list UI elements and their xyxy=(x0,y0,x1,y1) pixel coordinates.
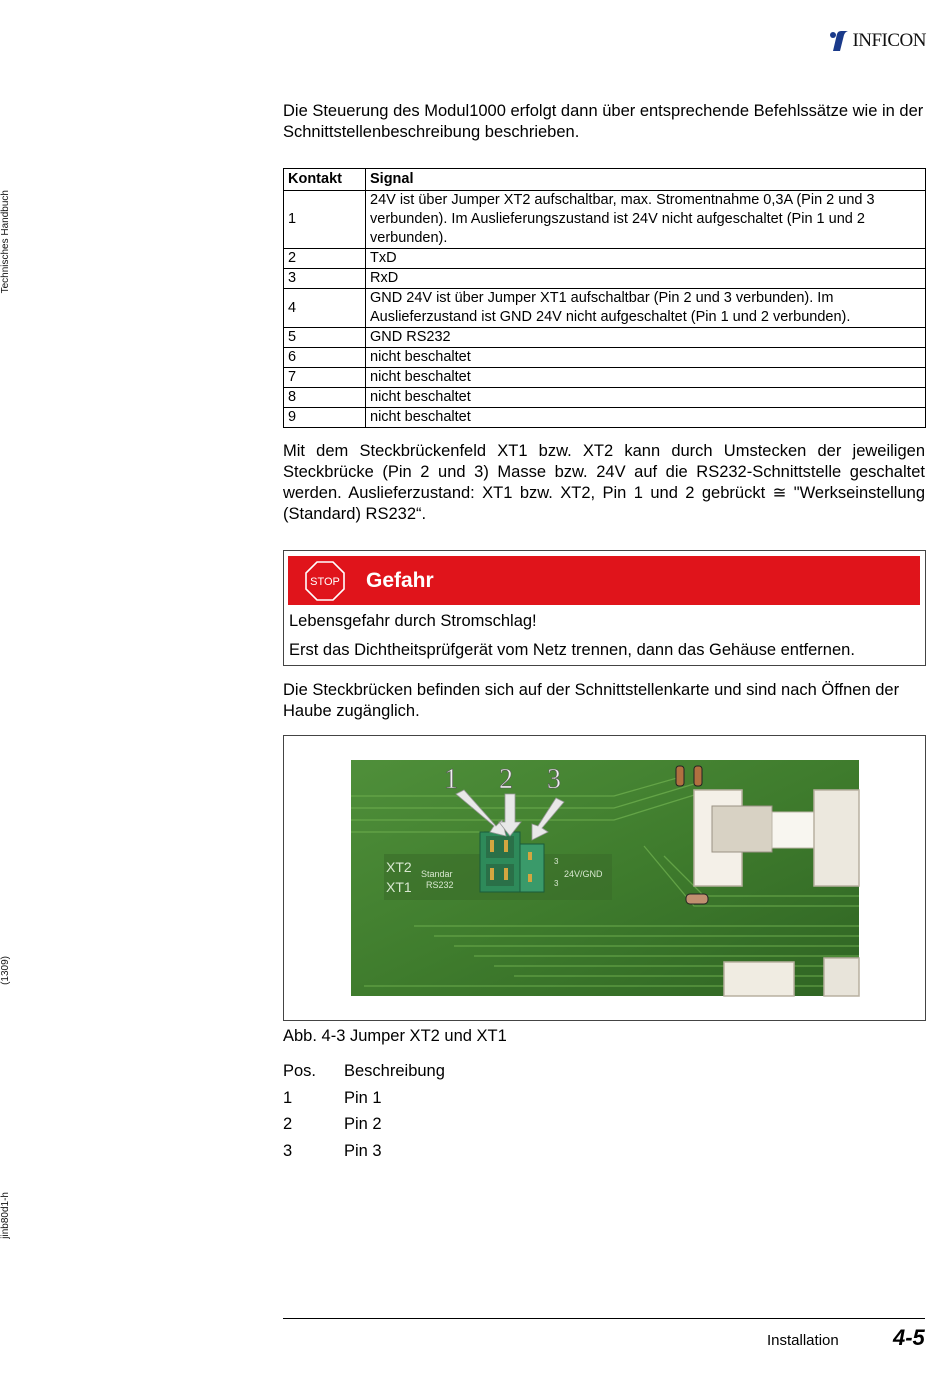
board-label-xt2: XT2 xyxy=(386,859,412,875)
table-cell-kontakt: 1 xyxy=(284,191,366,249)
table-row xyxy=(284,269,926,289)
inficon-logo-mark-icon xyxy=(828,30,850,52)
table-cell-signal: nicht beschaltet xyxy=(366,348,926,368)
circuit-board-photo xyxy=(284,736,925,1020)
margin-manual-label: Technisches Handbuch xyxy=(0,190,11,294)
table-row xyxy=(284,328,926,348)
board-label-xt1: XT1 xyxy=(386,879,412,895)
table-row xyxy=(284,249,926,269)
table-cell-signal: RxD xyxy=(366,269,926,289)
list-item xyxy=(283,1089,445,1116)
table-row xyxy=(284,368,926,388)
table-cell-signal: GND 24V ist über Jumper XT1 aufschaltbar (Pin 2 und 3 verbunden). Im Auslieferzustand ist GND 24V nicht aufgeschaltet (Pin 1 und 2 verbunden). xyxy=(366,289,926,328)
legend-pos: 2 xyxy=(283,1115,293,1133)
board-label-pin3-top: 3 xyxy=(554,857,559,866)
board-label-standard: Standar xyxy=(421,869,453,879)
inficon-logo xyxy=(828,30,926,52)
table-cell-signal: 24V ist über Jumper XT2 aufschaltbar, max. Stromentnahme 0,3A (Pin 2 und 3 verbunden). Im Auslieferungszustand ist 24V nicht aufgeschaltet (Pin 1 und 2 verbunden). xyxy=(366,191,926,249)
legend-header-pos: Pos. xyxy=(283,1062,317,1080)
legend-pos: 3 xyxy=(283,1141,293,1160)
table-row xyxy=(284,191,926,249)
legend-description: Pin 3 xyxy=(344,1141,382,1160)
board-label-24v-gnd: 24V/GND xyxy=(564,869,603,879)
table-cell-signal: TxD xyxy=(366,249,926,269)
table-cell-kontakt: 2 xyxy=(284,249,366,269)
danger-header-bar xyxy=(288,556,920,605)
jumper-location-paragraph: Die Steckbrücken befinden sich auf der Schnittstellenkarte und sind nach Öffnen der Haube zugänglich. xyxy=(283,681,900,720)
table-cell-signal: GND RS232 xyxy=(366,328,926,348)
board-label-pin3-bottom: 3 xyxy=(554,879,559,888)
position-legend xyxy=(283,1062,445,1168)
column-header-signal: Signal xyxy=(366,169,926,191)
marker-1: 1 xyxy=(444,764,458,795)
footer-page-number: 4-5 xyxy=(893,1325,925,1350)
legend-description: Pin 1 xyxy=(344,1088,382,1107)
table-cell-kontakt: 7 xyxy=(284,368,366,388)
column-header-kontakt: Kontakt xyxy=(284,169,366,191)
table-cell-signal: nicht beschaltet xyxy=(366,368,926,388)
fuse-holder-bottom xyxy=(724,958,859,996)
margin-code-label: (1309) xyxy=(0,956,11,985)
list-item xyxy=(283,1142,445,1169)
legend-description: Pin 2 xyxy=(344,1115,382,1133)
danger-notice xyxy=(283,550,926,666)
marker-3: 3 xyxy=(547,764,561,795)
marker-2: 2 xyxy=(499,764,513,795)
table-row xyxy=(284,289,926,328)
table-cell-signal: nicht beschaltet xyxy=(366,388,926,408)
table-cell-kontakt: 9 xyxy=(284,408,366,428)
danger-message-line-1: Lebensgefahr durch Stromschlag! xyxy=(289,612,537,630)
pin-table-container xyxy=(283,168,925,428)
table-cell-kontakt: 4 xyxy=(284,289,366,328)
table-row xyxy=(284,388,926,408)
legend-header-row xyxy=(283,1062,445,1089)
stop-sign-icon xyxy=(305,561,345,601)
pin-table xyxy=(283,168,926,428)
table-cell-kontakt: 5 xyxy=(284,328,366,348)
table-header-row xyxy=(284,169,926,191)
danger-message-line-2: Erst das Dichtheitsprüfgerät vom Netz trennen, dann das Gehäuse entfernen. xyxy=(289,641,855,659)
figure-caption: Abb. 4-3 Jumper XT2 und XT1 xyxy=(283,1027,507,1045)
jumper-description-paragraph: Mit dem Steckbrückenfeld XT1 bzw. XT2 kann durch Umstecken der jeweiligen Steckbrücke (Pin 2 und 3) Masse bzw. 24V auf die RS232-Schnittstelle geschaltet werden. Auslieferzustand: XT1 bzw. XT2, Pin 1 und 2 gebrückt ≅ "Werkseinstellung (Standard) RS232“. xyxy=(283,442,925,523)
list-item xyxy=(283,1115,445,1142)
margin-doc-id: jinb80d1-h xyxy=(0,1192,11,1239)
logo-text: INFICON xyxy=(852,30,926,51)
table-row xyxy=(284,348,926,368)
table-cell-signal: nicht beschaltet xyxy=(366,408,926,428)
stop-sign-text: STOP xyxy=(310,575,340,588)
board-label-rs232: RS232 xyxy=(426,880,454,890)
footer-divider xyxy=(283,1318,925,1319)
intro-paragraph: Die Steuerung des Modul1000 erfolgt dann über entsprechende Befehlssätze wie in der Schnittstellenbeschreibung beschrieben. xyxy=(283,102,924,141)
table-cell-kontakt: 6 xyxy=(284,348,366,368)
table-cell-kontakt: 8 xyxy=(284,388,366,408)
table-cell-kontakt: 3 xyxy=(284,269,366,289)
legend-pos: 1 xyxy=(283,1088,293,1107)
danger-title: Gefahr xyxy=(366,568,434,592)
legend-header-description: Beschreibung xyxy=(344,1062,445,1080)
figure-frame xyxy=(283,735,926,1021)
footer-section-title: Installation xyxy=(767,1332,839,1349)
table-row xyxy=(284,408,926,428)
